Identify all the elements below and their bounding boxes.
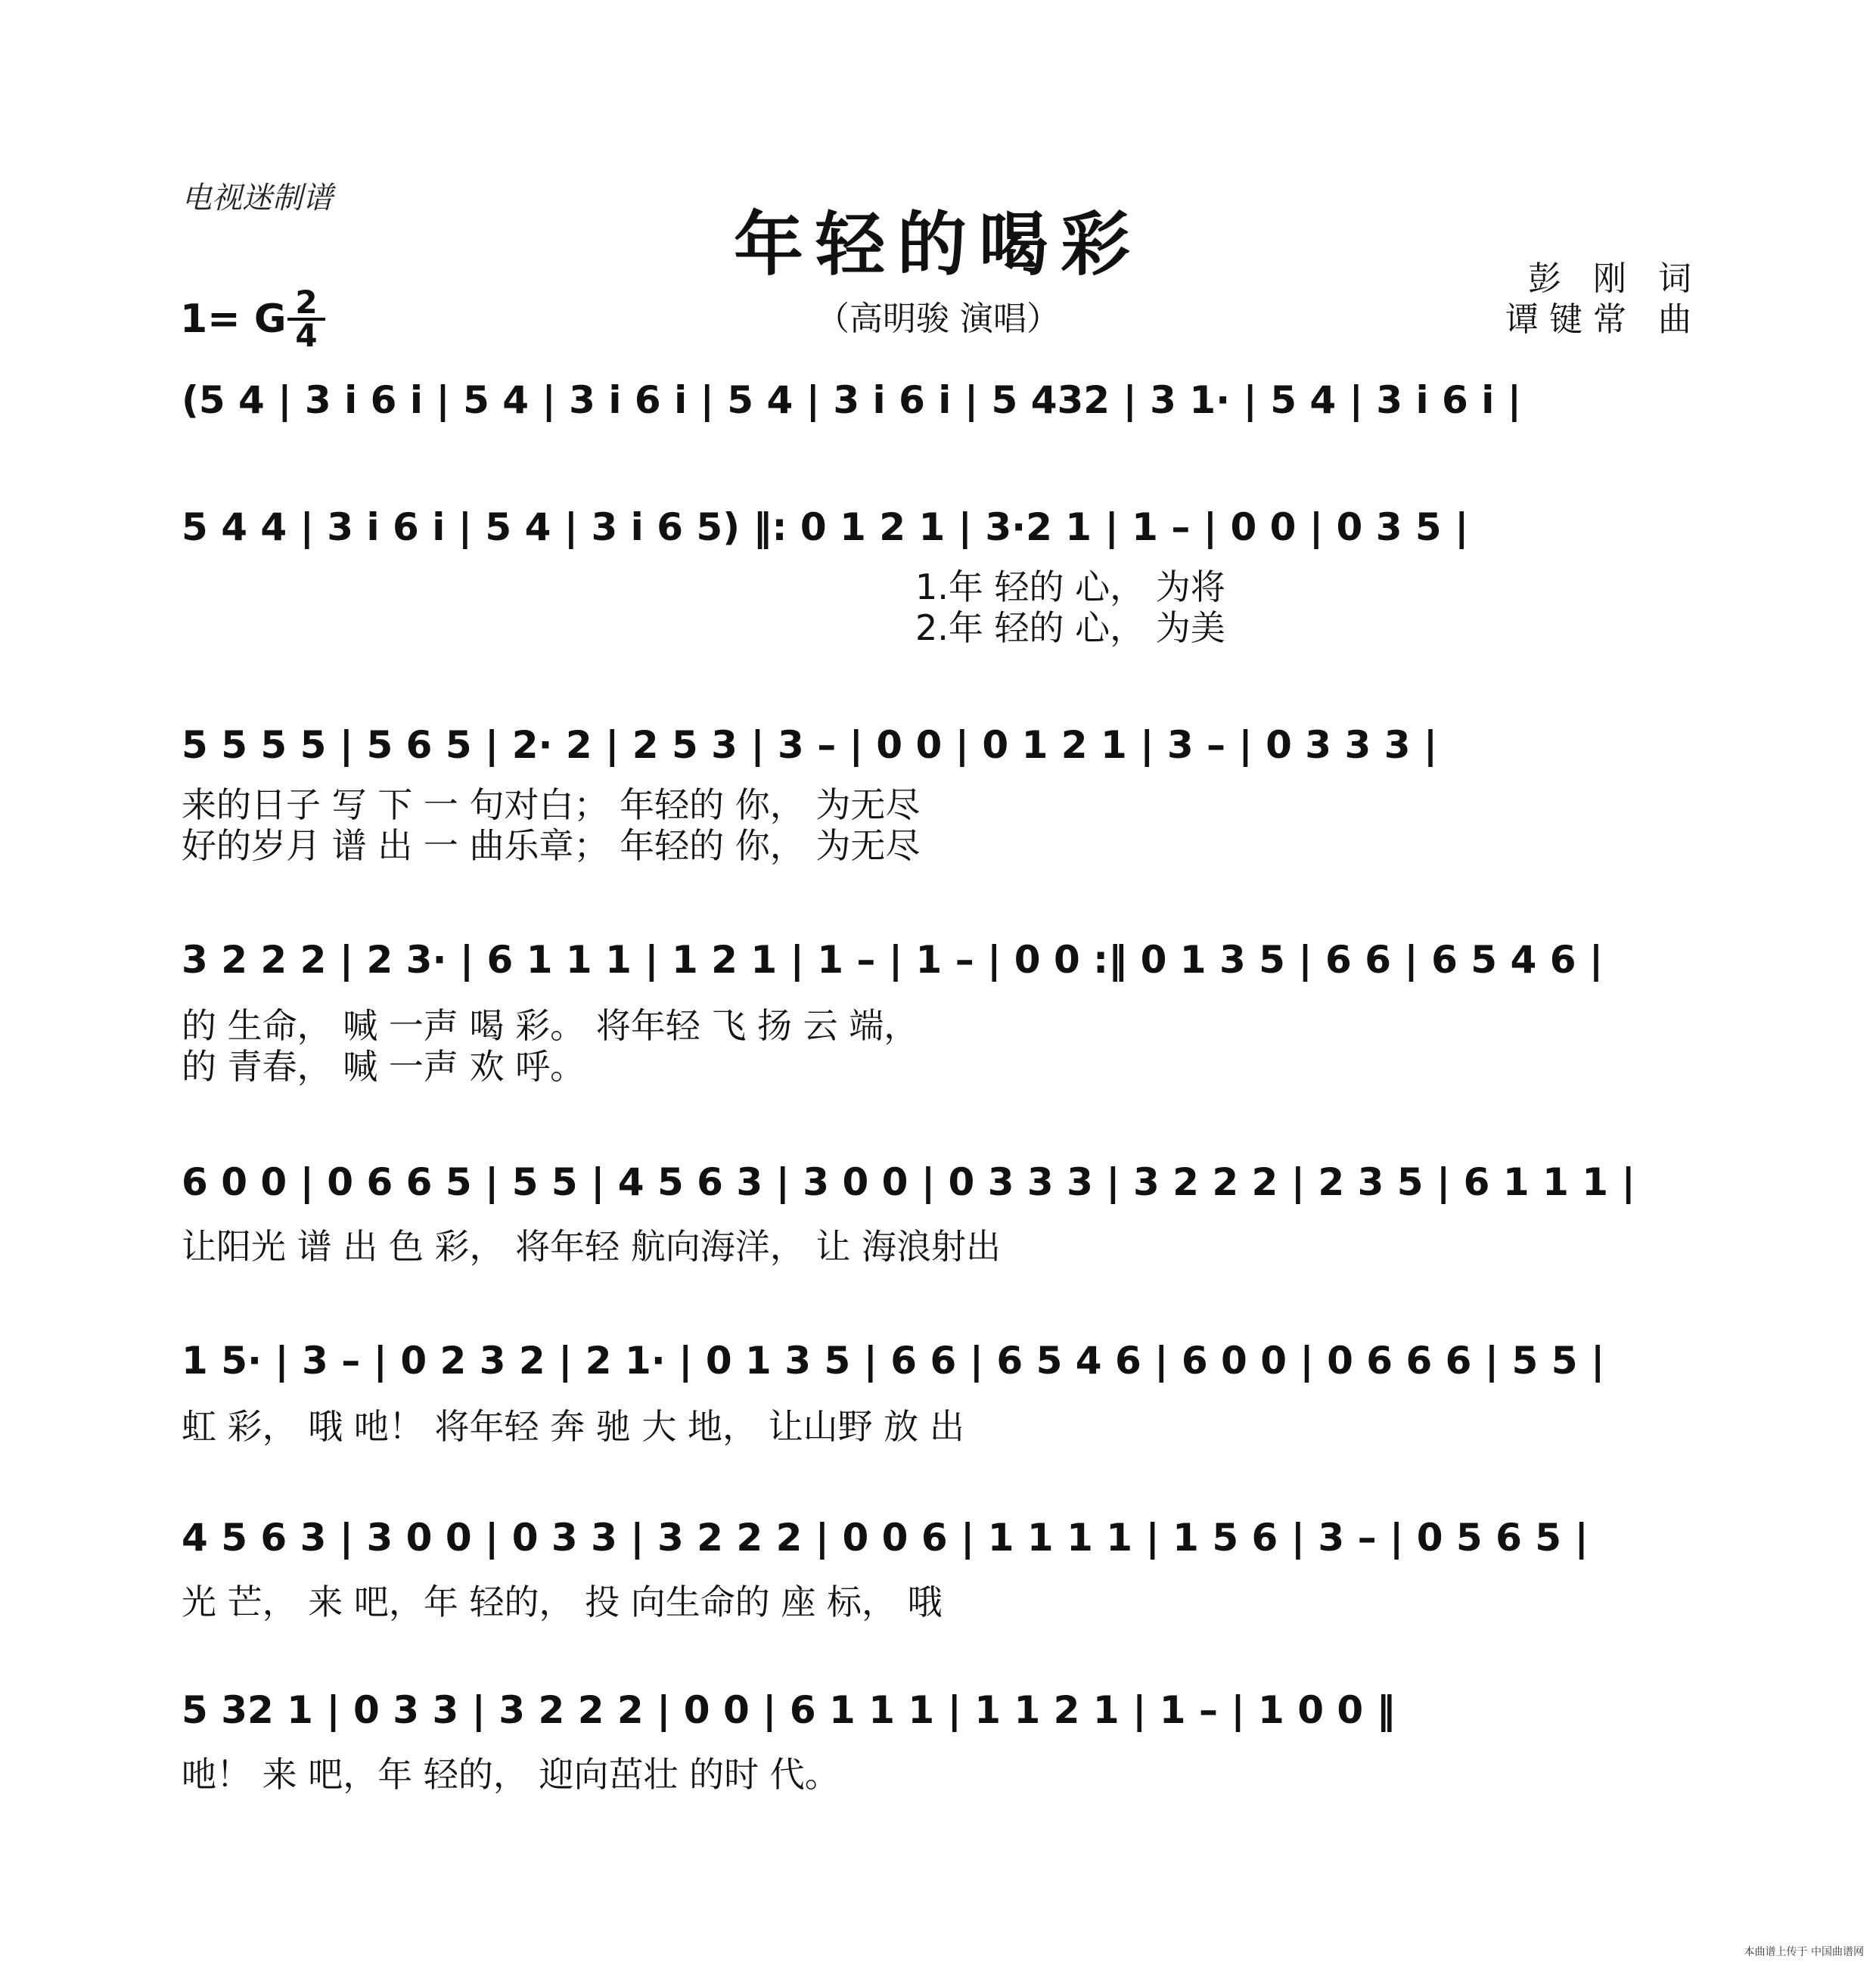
transcriber-credit: 电视迷制谱 bbox=[182, 181, 333, 216]
meter-denominator: 4 bbox=[295, 317, 318, 354]
composer-credit: 谭键常 曲 bbox=[1505, 300, 1702, 339]
lyric-line-6: 虹 彩， 哦 吔！ 将年轻 奔 驰 大 地， 让山野 放 出 bbox=[182, 1406, 964, 1447]
key-signature: 1= G bbox=[180, 296, 287, 342]
performer-credit: （高明骏 演唱） bbox=[816, 300, 1060, 338]
notation-line-4: 3 2 2 2 | 2 3· | 6 1 1 1 | 1 2 1 | 1 – | 1 – | 0 0 :‖ 0 1 3 5 | 6 6 | 6 5 4 6 | bbox=[182, 938, 1604, 982]
lyric-line-8: 吔！ 来 吧，年 轻的， 迎向茁壮 的时 代。 bbox=[182, 1754, 840, 1795]
time-signature bbox=[287, 284, 325, 354]
lyric-line-4-verse-1: 的 生命， 喊 一声 喝 彩。 将年轻 飞 扬 云 端， bbox=[182, 1005, 919, 1046]
lyric-line-2-verse-1: 1.年 轻的 心， 为将 bbox=[915, 567, 1225, 607]
meter-numerator: 2 bbox=[287, 287, 325, 321]
lyric-line-7: 光 芒， 来 吧，年 轻的， 投 向生命的 座 标， 哦 bbox=[182, 1582, 943, 1622]
notation-line-2: 5 4 4 | 3 i 6 i | 5 4 | 3 i 6 5) ‖: 0 1 2 1 | 3·2 1 | 1 – | 0 0 | 0 3 5 | bbox=[182, 505, 1469, 549]
lyric-line-3-verse-2: 好的岁月 谱 出 一 曲乐章； 年轻的 你， 为无尽 bbox=[182, 825, 921, 866]
lyricist-credit: 彭 刚 词 bbox=[1528, 259, 1702, 298]
notation-line-3: 5 5 5 5 | 5 6 5 | 2· 2 | 2 5 3 | 3 – | 0 0 | 0 1 2 1 | 3 – | 0 3 3 3 | bbox=[182, 723, 1438, 767]
lyric-line-3-verse-1: 来的日子 写 下 一 句对白； 年轻的 你， 为无尽 bbox=[182, 784, 921, 825]
lyric-line-4-verse-2: 的 青春， 喊 一声 欢 呼。 bbox=[182, 1046, 585, 1087]
notation-line-5: 6 0 0 | 0 6 6 5 | 5 5 | 4 5 6 3 | 3 0 0 | 0 3 3 3 | 3 2 2 2 | 2 3 5 | 6 1 1 1 | bbox=[182, 1160, 1635, 1204]
footer-watermark: 本曲谱上传于 中国曲谱网 bbox=[1744, 1946, 1864, 1958]
song-title: 年轻的喝彩 bbox=[733, 203, 1142, 285]
notation-line-1: (5 4 | 3 i 6 i | 5 4 | 3 i 6 i | 5 4 | 3 i 6 i | 5 432 | 3 1· | 5 4 | 3 i 6 i | bbox=[182, 378, 1522, 422]
notation-line-8: 5 32 1 | 0 3 3 | 3 2 2 2 | 0 0 | 6 1 1 1 | 1 1 2 1 | 1 – | 1 0 0 ‖ bbox=[182, 1688, 1396, 1732]
lyric-line-5: 让阳光 谱 出 色 彩， 将年轻 航向海洋， 让 海浪射出 bbox=[182, 1226, 1001, 1267]
lyric-line-2-verse-2: 2.年 轻的 心， 为美 bbox=[915, 607, 1225, 648]
notation-line-7: 4 5 6 3 | 3 0 0 | 0 3 3 | 3 2 2 2 | 0 0 6 | 1 1 1 1 | 1 5 6 | 3 – | 0 5 6 5 | bbox=[182, 1516, 1589, 1560]
notation-line-6: 1 5· | 3 – | 0 2 3 2 | 2 1· | 0 1 3 5 | 6 6 | 6 5 4 6 | 6 0 0 | 0 6 6 6 | 5 5 | bbox=[182, 1339, 1605, 1383]
